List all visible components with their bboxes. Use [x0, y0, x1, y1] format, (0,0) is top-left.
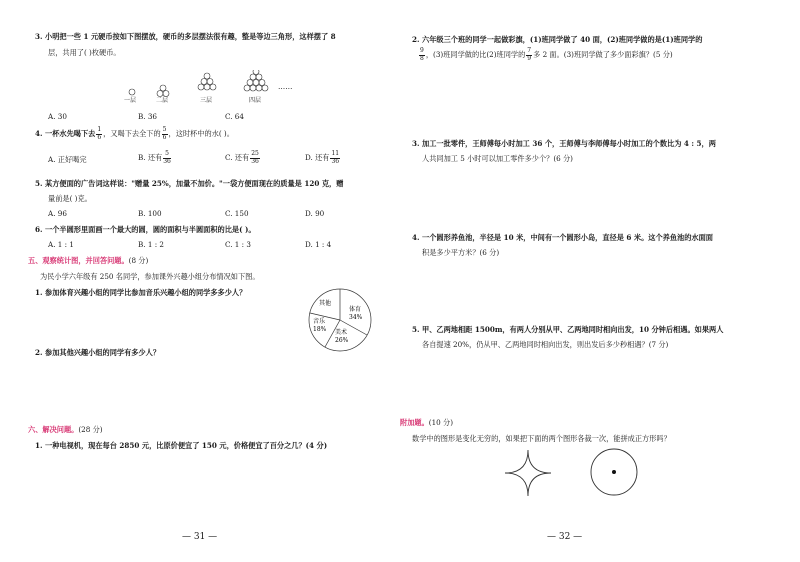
- right-page: [400, 0, 800, 562]
- q4-option-d-fraction: [330, 151, 340, 165]
- q4-option-b-fraction: [163, 151, 171, 165]
- r-q2-f2-den: 9: [527, 54, 532, 62]
- q6-option-b: B. 1 : 2: [138, 240, 164, 249]
- q4-option-c-label: C. 还有: [225, 153, 250, 162]
- section5-intro: 为民小学六年级有 250 名同学，参加课外兴趣小组分布情况如下图。: [40, 272, 260, 281]
- r-q3-line1: 3. 加工一批零件，王师傅每小时加工 36 个，王师傅与李师傅每小时加工的个数比为 4 : 5，两: [412, 139, 716, 148]
- r-q4-line2: 积是多少平方米？(6 分): [422, 248, 500, 257]
- r-q2-f2-num: 7: [527, 47, 532, 54]
- q4-text: [35, 127, 234, 141]
- r-q5-line2: 各自提速 20%，仍从甲、乙两地同时相向出发，则出发后多少秒相遇？(7 分): [422, 340, 669, 349]
- pie-label-art: 美术: [335, 329, 348, 336]
- q3-option-a: A. 30: [48, 112, 67, 121]
- q5-cont: 量前是( )克。: [48, 194, 92, 203]
- pie-label-other: 其他: [319, 300, 332, 307]
- q4-option-d-label: D. 还有: [305, 153, 330, 162]
- page-number-right: — 32 —: [547, 532, 583, 542]
- q6-option-a: A. 1 : 1: [48, 240, 74, 249]
- astroid-figure: [503, 448, 553, 498]
- pie-pct-sports: 34%: [349, 314, 363, 321]
- coin-label-2: 二层: [156, 97, 169, 104]
- coin-label-3: 三层: [200, 97, 213, 104]
- pie-label-sports: 体育: [349, 306, 362, 313]
- section6-heading: [28, 425, 103, 435]
- q4-option-c-num: 25: [251, 150, 259, 157]
- coin-layer-1: [129, 89, 135, 95]
- section6-q1: 1. 一种电视机，现在每台 2850 元，比原价便宜了 150 元，价格便宜了百分之几？(4 分): [35, 441, 328, 450]
- q4-option-a: A. 正好喝完: [48, 155, 87, 164]
- q4-option-b: [138, 151, 172, 165]
- section5-q1: 1. 参加体育兴趣小组的同学比参加音乐兴趣小组的同学多多少人？: [35, 288, 247, 297]
- section5-score: (8 分): [128, 256, 149, 265]
- r-q2-f1-den: 8: [420, 54, 424, 62]
- q4-fraction-1: [96, 127, 102, 141]
- q4-fraction-2: [162, 127, 168, 141]
- q4-option-d: [305, 151, 341, 165]
- coin-label-4: 四层: [249, 97, 262, 104]
- q4-option-c-den: 36: [251, 157, 259, 165]
- r-q5-line1: 5. 甲、乙两地相距 1500m，有两人分别从甲、乙两地同时相向出发，10 分钟后相遇。如果两人: [412, 325, 724, 334]
- r-q2-fraction-2: [526, 48, 532, 62]
- bonus-score: (10 分): [428, 418, 453, 427]
- q4-mid: ，又喝下去全下的: [103, 129, 161, 138]
- section5-q2: 2. 参加其他兴趣小组的同学有多少人？: [35, 348, 161, 357]
- q6-text: 6. 一个半圆形里面画一个最大的圆，圆的面积与半圆面积的比是( )。: [35, 225, 256, 234]
- interest-group-pie-chart: [305, 285, 375, 355]
- q4-f2-den: 6: [162, 133, 167, 141]
- q4-pre: 4. 一杯水先喝下去: [35, 129, 96, 138]
- r-q2-line1: 2. 六年级三个班的同学一起做彩旗，(1)班同学做了 40 面，(2)班同学做的是(1)班同学的: [412, 35, 703, 44]
- coin-ellipsis: ……: [278, 82, 293, 91]
- r-q2-f1-num: 9: [420, 47, 424, 54]
- q3-option-c: C. 64: [225, 112, 244, 121]
- bonus-heading: [400, 418, 453, 428]
- r-q4-line1: 4. 一个圆形养鱼池，半径是 10 米，中间有一个圆形小岛，直径是 6 米。这个养鱼池的水面面: [412, 233, 713, 242]
- page-number-left: — 31 —: [182, 532, 218, 542]
- r-q3-line2: 人共同加工 5 小时可以加工零件多少个？(6 分): [422, 154, 573, 163]
- coin-layer-4: [244, 70, 268, 91]
- section5-title: 五、观察统计图，并回答问题。: [28, 256, 129, 265]
- q3-cont: 层，共用了( )枚硬币。: [48, 48, 121, 57]
- q4-post: ，这时杯中的水( )。: [168, 129, 234, 138]
- coin-label-1: 一层: [124, 97, 137, 104]
- coin-layer-3: [198, 73, 216, 90]
- q5-option-d: D. 90: [305, 209, 325, 218]
- q4-f2-num: 5: [162, 126, 167, 133]
- q4-option-b-den: 36: [163, 157, 171, 165]
- section6-title: 六、解决问题。: [28, 425, 79, 434]
- q6-option-c: C. 1 : 3: [225, 240, 251, 249]
- r-q2-line2: [418, 48, 673, 62]
- pie-pct-art: 26%: [335, 337, 349, 344]
- q4-f1-num: 1: [97, 126, 102, 133]
- section6-score: (28 分): [78, 425, 103, 434]
- bonus-text: 数学中的图形是变化无穷的，如果把下面的两个图形各裁一次，能拼成正方形吗？: [412, 434, 671, 443]
- q4-f1-den: 6: [97, 133, 102, 141]
- q5-option-a: A. 96: [48, 209, 67, 218]
- q4-option-c-fraction: [250, 151, 260, 165]
- q4-option-d-num: 11: [331, 150, 340, 157]
- r-q2-post: 多 2 面。(3)班同学做了多少面彩旗？(5 分): [533, 50, 673, 59]
- q4-option-c: [225, 151, 261, 165]
- section5-heading: [28, 256, 148, 266]
- q6-option-d: D. 1 : 4: [305, 240, 332, 249]
- center-point-icon: [612, 470, 616, 474]
- q4-option-b-label: B. 还有: [138, 153, 163, 162]
- q4-option-b-num: 5: [165, 150, 169, 157]
- q5-option-b: B. 100: [138, 209, 162, 218]
- q4-option-d-den: 36: [331, 157, 340, 165]
- q3-option-b: B. 36: [138, 112, 157, 121]
- pie-label-music: 音乐: [313, 318, 326, 325]
- circle-with-center-figure: [588, 446, 640, 498]
- r-q2-fraction-1: [419, 48, 425, 62]
- pie-pct-music: 18%: [313, 326, 327, 333]
- r-q2-mid: ，(3)班同学做的比(2)班同学的: [425, 50, 526, 59]
- bonus-title: 附加题。: [400, 418, 429, 427]
- q5-option-c: C. 150: [225, 209, 249, 218]
- coin-layer-2: [157, 85, 169, 97]
- q3-text: 3. 小明把一些 1 元硬币按如下图摆放，硬币的多层摆法很有趣，整是等边三角形，这样摆了 8: [35, 32, 336, 41]
- q5-text: 5. 某方便面的广告词这样说："赠量 25%，加量不加价。"一袋方便面现在的质量是 120 克，赠: [35, 179, 344, 188]
